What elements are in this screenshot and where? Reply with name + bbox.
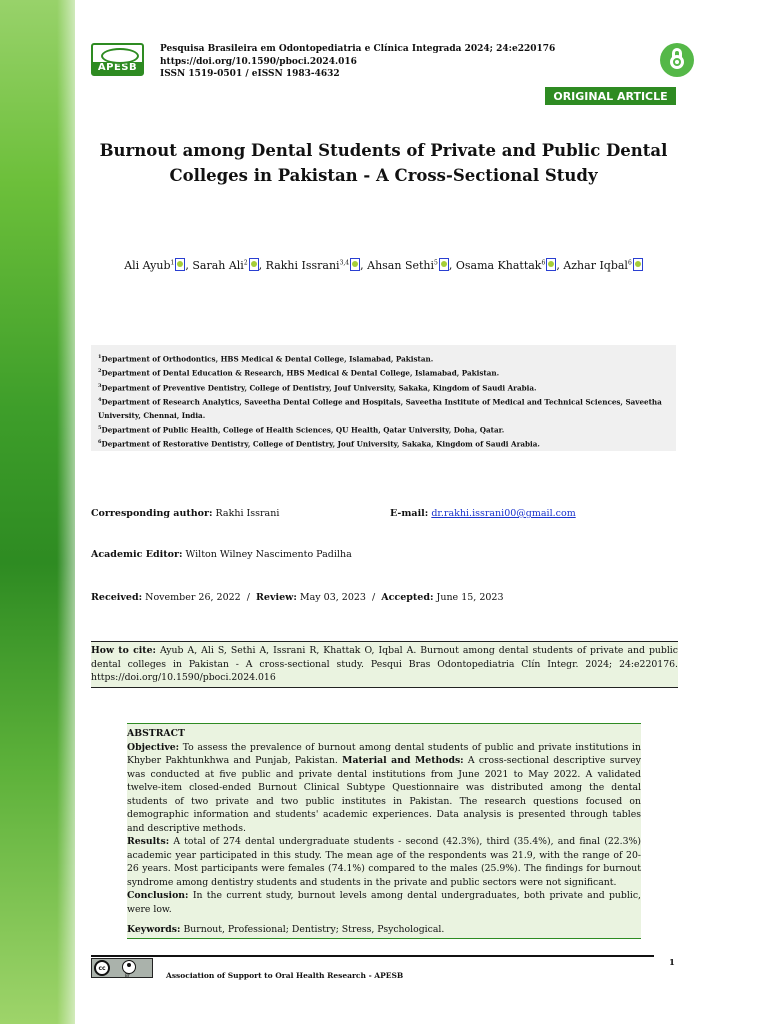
methods-label: Material and Methods: xyxy=(342,755,464,766)
cite-label: How to cite: xyxy=(91,645,156,656)
author-separator: , xyxy=(360,259,368,272)
results-label: Results: xyxy=(127,836,170,847)
journal-issn-line: ISSN 1519-0501 / eISSN 1983-4632 xyxy=(160,69,340,79)
open-access-icon xyxy=(660,43,694,77)
academic-editor xyxy=(91,549,352,560)
affiliations-box xyxy=(91,345,676,451)
editor-value: Wilton Wilney Nascimento Padilha xyxy=(185,549,352,560)
affiliation-item xyxy=(98,380,669,394)
affiliation-text: Department of Research Analytics, Saveetha Dental College and Hospitals, Saveetha Institute of Medical and Technical Sciences, Saveetha University, Chennai, India. xyxy=(98,397,662,420)
corresponding-value: Rakhi Issrani xyxy=(215,508,280,519)
review-date: May 03, 2023 xyxy=(299,592,366,603)
author-affiliation-marker: 2 xyxy=(243,259,248,267)
author-affiliation-marker: 6 xyxy=(627,259,632,267)
email-label: E-mail: xyxy=(390,508,429,519)
author-separator: , xyxy=(258,259,266,272)
orcid-icon[interactable] xyxy=(633,258,643,271)
methods-text: A cross-sectional descriptive survey was conducted at five public and private dental institutions from June 2021 to May 2022. A validated twelve-item closed-ended Burnout Clinical Subtype Questionnaire was distributed among the dental students of two private and two public institutes in Pakistan. The research questions focused on demographic information and students' academic experiences. Data analysis is presented through tables and descriptive methods. xyxy=(127,755,641,834)
journal-citation-line: Pesquisa Brasileira em Odontopediatria e Clínica Integrada 2024; 24:e220176 xyxy=(160,44,556,54)
affiliation-marker: 4 xyxy=(98,397,102,404)
how-to-cite-box xyxy=(91,641,678,688)
abstract-heading: ABSTRACT xyxy=(127,728,185,739)
affiliation-item xyxy=(98,365,669,379)
results-text: A total of 274 dental undergraduate students - second (42.3%), third (35.4%), and final (22.3%) academic year participated in this study. The mean age of the respondents was 21.9, with the range of 20-26 years. Most participants were females (74.1%) compared to the males (25.9%). The findings for burnout syndrome among dentistry students and students in the private and public sectors were not significant. xyxy=(127,836,641,888)
cite-text: Ayub A, Ali S, Sethi A, Issrani R, Khattak O, Iqbal A. Burnout among dental students of private and public dental colleges in Pakistan - A cross-sectional study. Pesqui Bras Odontopediatria Clín Integr. 2024; 24:e220176. https://doi.org/10.1590/pboci.2024.016 xyxy=(91,645,678,683)
affiliation-text: Department of Orthodontics, HBS Medical & Dental College, Islamabad, Pakistan. xyxy=(101,354,434,364)
author-affiliation-marker: 5 xyxy=(434,259,438,267)
email-link[interactable]: dr.rakhi.issrani00@gmail.com xyxy=(431,508,576,519)
author-separator: , xyxy=(556,259,564,272)
affiliation-marker: 5 xyxy=(98,424,102,431)
author-separator: , xyxy=(448,259,456,272)
logo-swoosh-icon xyxy=(101,48,139,64)
author-affiliation-marker: 6 xyxy=(541,259,546,267)
orcid-icon[interactable] xyxy=(546,258,556,271)
corresponding-label: Corresponding author: xyxy=(91,508,213,519)
objective-text: To assess the prevalence of burnout among dental students of public and private institutions in Khyber Pakhtunkhwa and Punjab, Pakistan. xyxy=(127,741,641,766)
article-type-badge: ORIGINAL ARTICLE xyxy=(545,87,676,105)
page-number: 1 xyxy=(669,958,675,968)
by-label: BY xyxy=(125,973,130,978)
title-line-2: Colleges in Pakistan - A Cross-Sectional Study xyxy=(169,166,598,185)
affiliation-text: Department of Preventive Dentistry, College of Dentistry, Jouf University, Sakaka, Kingdom of Saudi Arabia. xyxy=(101,383,537,393)
cc-icon: cc xyxy=(94,960,110,976)
affiliation-marker: 2 xyxy=(98,368,102,375)
author-affiliation-marker: 1 xyxy=(170,259,175,267)
affiliation-text: Department of Public Health, College of Health Sciences, QU Health, Qatar University, Doha, Qatar. xyxy=(101,424,505,434)
affiliation-item xyxy=(98,394,669,421)
orcid-icon[interactable] xyxy=(249,258,259,271)
article-title xyxy=(91,138,676,188)
author-name: Azhar Iqbal xyxy=(563,259,628,272)
author-name: Ali Ayub xyxy=(124,259,171,272)
journal-doi-line[interactable]: https://doi.org/10.1590/pboci.2024.016 xyxy=(160,56,357,67)
date-separator: / xyxy=(372,592,376,603)
title-line-1: Burnout among Dental Students of Private and Public Dental xyxy=(99,141,668,160)
accepted-label: Accepted: xyxy=(381,592,434,603)
corresponding-author xyxy=(91,508,279,519)
editor-label: Academic Editor: xyxy=(91,549,183,560)
affiliation-marker: 1 xyxy=(98,354,102,360)
objective-label: Objective: xyxy=(127,741,180,753)
email-row xyxy=(390,508,576,519)
author-name: Sarah Ali xyxy=(192,259,244,272)
received-label: Received: xyxy=(91,592,143,603)
footer-divider xyxy=(91,955,654,957)
author-name: Rakhi Issrani xyxy=(265,259,340,272)
abstract-box xyxy=(127,723,641,939)
date-separator: / xyxy=(246,592,250,603)
keywords-text: Burnout, Professional; Dentistry; Stress, Psychological. xyxy=(183,924,445,935)
apesb-logo xyxy=(91,43,144,76)
affiliation-marker: 3 xyxy=(98,382,102,389)
affiliation-item xyxy=(98,436,669,450)
author-separator: , xyxy=(185,259,193,272)
received-date: November 26, 2022 xyxy=(145,592,241,603)
author-name: Osama Khattak xyxy=(455,259,542,272)
author-affiliation-marker: 3,4 xyxy=(339,259,350,267)
affiliation-text: Department of Dental Education & Research, HBS Medical & Dental College, Islamabad, Pakistan. xyxy=(101,368,500,378)
association-footer: Association of Support to Oral Health Research - APESB xyxy=(166,971,404,980)
author-name: Ahsan Sethi xyxy=(367,259,435,272)
affiliation-item xyxy=(98,422,669,436)
decorative-side-bar xyxy=(0,0,75,1024)
author-list xyxy=(91,258,676,272)
conclusion-label: Conclusion: xyxy=(127,890,189,901)
review-label: Review: xyxy=(256,592,297,603)
logo-text: APESB xyxy=(93,62,142,74)
orcid-icon[interactable] xyxy=(175,258,185,271)
journal-info xyxy=(160,43,555,81)
affiliation-marker: 6 xyxy=(98,438,102,445)
affiliation-item xyxy=(98,351,669,365)
accepted-date: June 15, 2023 xyxy=(436,592,504,603)
orcid-icon[interactable] xyxy=(439,258,449,271)
conclusion-text: In the current study, burnout levels among dental undergraduates, both private and public, were low. xyxy=(127,890,641,915)
affiliation-text: Department of Restorative Dentistry, College of Dentistry, Jouf University, Sakaka, Kingdom of Saudi Arabia. xyxy=(101,439,540,449)
cc-by-license-icon[interactable] xyxy=(91,958,153,978)
article-dates xyxy=(91,592,504,603)
keywords-label: Keywords: xyxy=(127,924,181,935)
orcid-icon[interactable] xyxy=(350,258,360,271)
attribution-icon xyxy=(122,960,136,974)
